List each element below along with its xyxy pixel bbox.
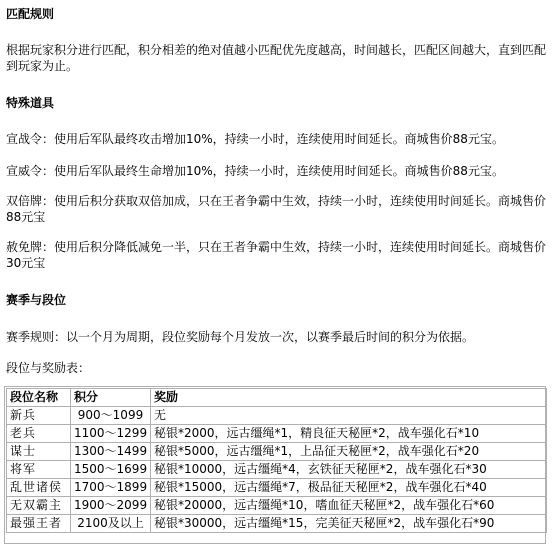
cell-score: 900～1099 [71,407,151,425]
table-row [7,443,547,461]
match-rules-text: 根据玩家积分进行匹配，积分相差的绝对值越小匹配优先度越高，时间越长，匹配区间越大，直到匹配到玩家为止。 [6,43,547,73]
header-score: 积分 [71,389,151,407]
table-row [7,479,547,497]
cell-rank: 无双霸主 [7,497,71,515]
item-prestige-token: 宣威令：使用后军队最终生命增加10%，持续一小时，连续使用时间延长。商城售价88元宝。 [6,164,504,178]
heading-special-items: 特殊道具 [6,96,55,110]
table-header-row [7,389,547,407]
cell-rank: 乱世诸侯 [7,479,71,497]
table-caption: 段位与奖励表： [6,361,91,375]
cell-score: 1700～1899 [71,479,151,497]
cell-reward: 秘银*2000，远古缰绳*1，精良征天秘匣*2，战车强化石*10 [151,425,547,443]
table-row [7,497,547,515]
item-pardon-card: 赦免牌：使用后积分降低减免一半，只在王者争霸中生效，持续一小时，连续使用时间延长。商城售价30元宝 [6,240,547,270]
table-row [7,407,547,425]
table-row [7,461,547,479]
rank-reward-table [6,388,547,533]
table-row [7,515,547,533]
item-declare-war-token: 宣战令：使用后军队最终攻击增加10%，持续一小时，连续使用时间延长。商城售价88元宝。 [6,132,504,146]
cell-score: 1500～1699 [71,461,151,479]
cell-rank: 最强王者 [7,515,71,533]
table-row [7,425,547,443]
heading-match-rules: 匹配规则 [6,7,55,21]
header-reward: 奖励 [151,389,547,407]
header-rank-name: 段位名称 [7,389,71,407]
season-rule-text: 赛季规则：以一个月为周期，段位奖励每个月发放一次，以赛季最后时间的积分为依据。 [6,330,475,344]
item-double-card: 双倍牌：使用后积分获取双倍加成，只在王者争霸中生效，持续一小时，连续使用时间延长。商城售价88元宝 [6,194,547,224]
cell-reward: 秘银*15000，远古缰绳*7，极品征天秘匣*2，战车强化石*40 [151,479,547,497]
cell-reward: 秘银*30000，远古缰绳*15，完美征天秘匣*2，战车强化石*90 [151,515,547,533]
cell-score: 1900～2099 [71,497,151,515]
cell-score: 1300～1499 [71,443,151,461]
cell-reward: 秘银*20000，远古缰绳*10，嗜血征天秘匣*2，战车强化石*60 [151,497,547,515]
cell-reward: 秘银*10000，远古缰绳*4，玄铁征天秘匣*2，战车强化石*30 [151,461,547,479]
heading-season: 赛季与段位 [6,293,67,307]
cell-score: 2100及以上 [71,515,151,533]
cell-rank: 老兵 [7,425,71,443]
cell-rank: 新兵 [7,407,71,425]
cell-rank: 谋士 [7,443,71,461]
cell-reward: 秘银*5000，远古缰绳*1，上品征天秘匣*2，战车强化石*20 [151,443,547,461]
cell-rank: 将军 [7,461,71,479]
cell-reward: 无 [151,407,547,425]
cell-score: 1100～1299 [71,425,151,443]
